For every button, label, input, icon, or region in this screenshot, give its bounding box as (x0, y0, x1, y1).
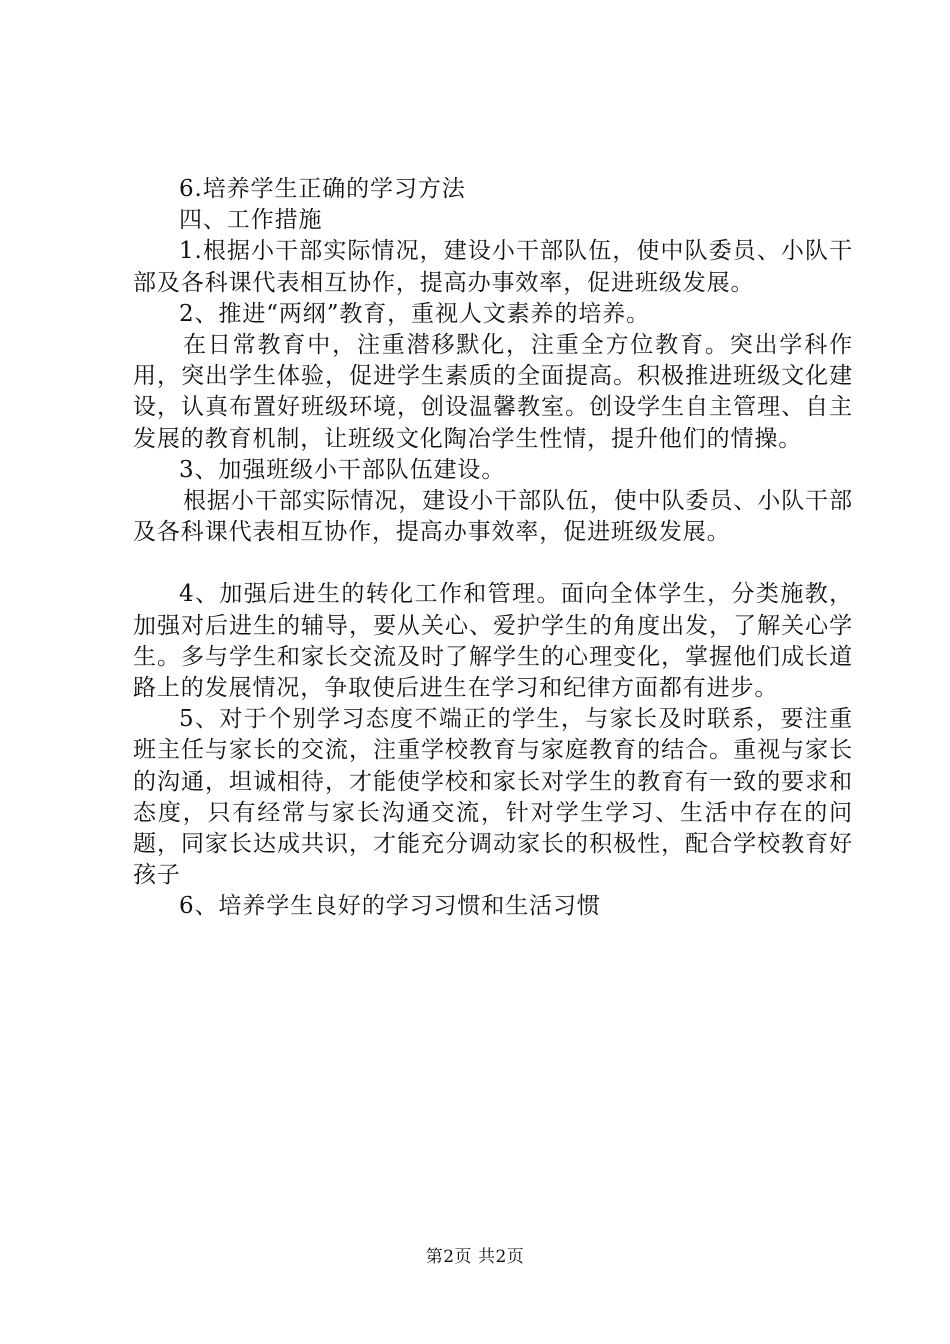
paragraph-measure-1: 1.根据小干部实际情况，建设小干部队伍，使中队委员、小队干部及各科课代表相互协作，提高办事效率，促进班级发展。 (133, 238, 853, 296)
paragraph-method-goal: 6.培养学生正确的学习方法 (179, 176, 466, 202)
paragraph-measure-2-detail: 在日常教育中，注重潜移默化，注重全方位教育。突出学科作用，突出学生体验，促进学生素质的全面提高。积极推进班级文化建设，认真布置好班级环境，创设温馨教室。创设学生自主管理、自主发展的教育机制，让班级文化陶冶学生性情，提升他们的情操。 (133, 332, 853, 452)
document-body (133, 174, 853, 923)
paragraph-measure-4: 4、加强后进生的转化工作和管理。面向全体学生，分类施教，加强对后进生的辅导，要从关心、爱护学生的角度出发，了解关心学生。多与学生和家长交流及时了解学生的心理变化，掌握他们成长道路上的发展情况，争取使后进生在学习和纪律方面都有进步。 (133, 581, 853, 702)
paragraph-measure-2: 2、推进“两纲”教育，重视人文素养的培养。 (179, 300, 651, 327)
paragraph-measure-5: 5、对于个别学习态度不端正的学生，与家长及时联系，要注重班主任与家长的交流，注重学校教育与家庭教育的结合。重视与家长的沟通，坦诚相待，才能使学校和家长对学生的教育有一致的要求和态度，只有经常与家长沟通交流，针对学生学习、生活中存在的问题，同家长达成共识，才能充分调动家长的积极性，配合学校教育好孩子 (133, 706, 853, 889)
page-number-footer: 第2页 共2页 (425, 1247, 525, 1267)
paragraph-measure-3-detail: 根据小干部实际情况，建设小干部队伍，使中队委员、小队干部及各科课代表相互协作，提高办事效率，促进班级发展。 (133, 488, 853, 546)
section-heading-measures: 四、工作措施 (179, 207, 323, 234)
paragraph-measure-3: 3、加强班级小干部队伍建设。 (179, 456, 506, 483)
paragraph-measure-6: 6、培养学生良好的学习习惯和生活习惯 (179, 893, 601, 920)
